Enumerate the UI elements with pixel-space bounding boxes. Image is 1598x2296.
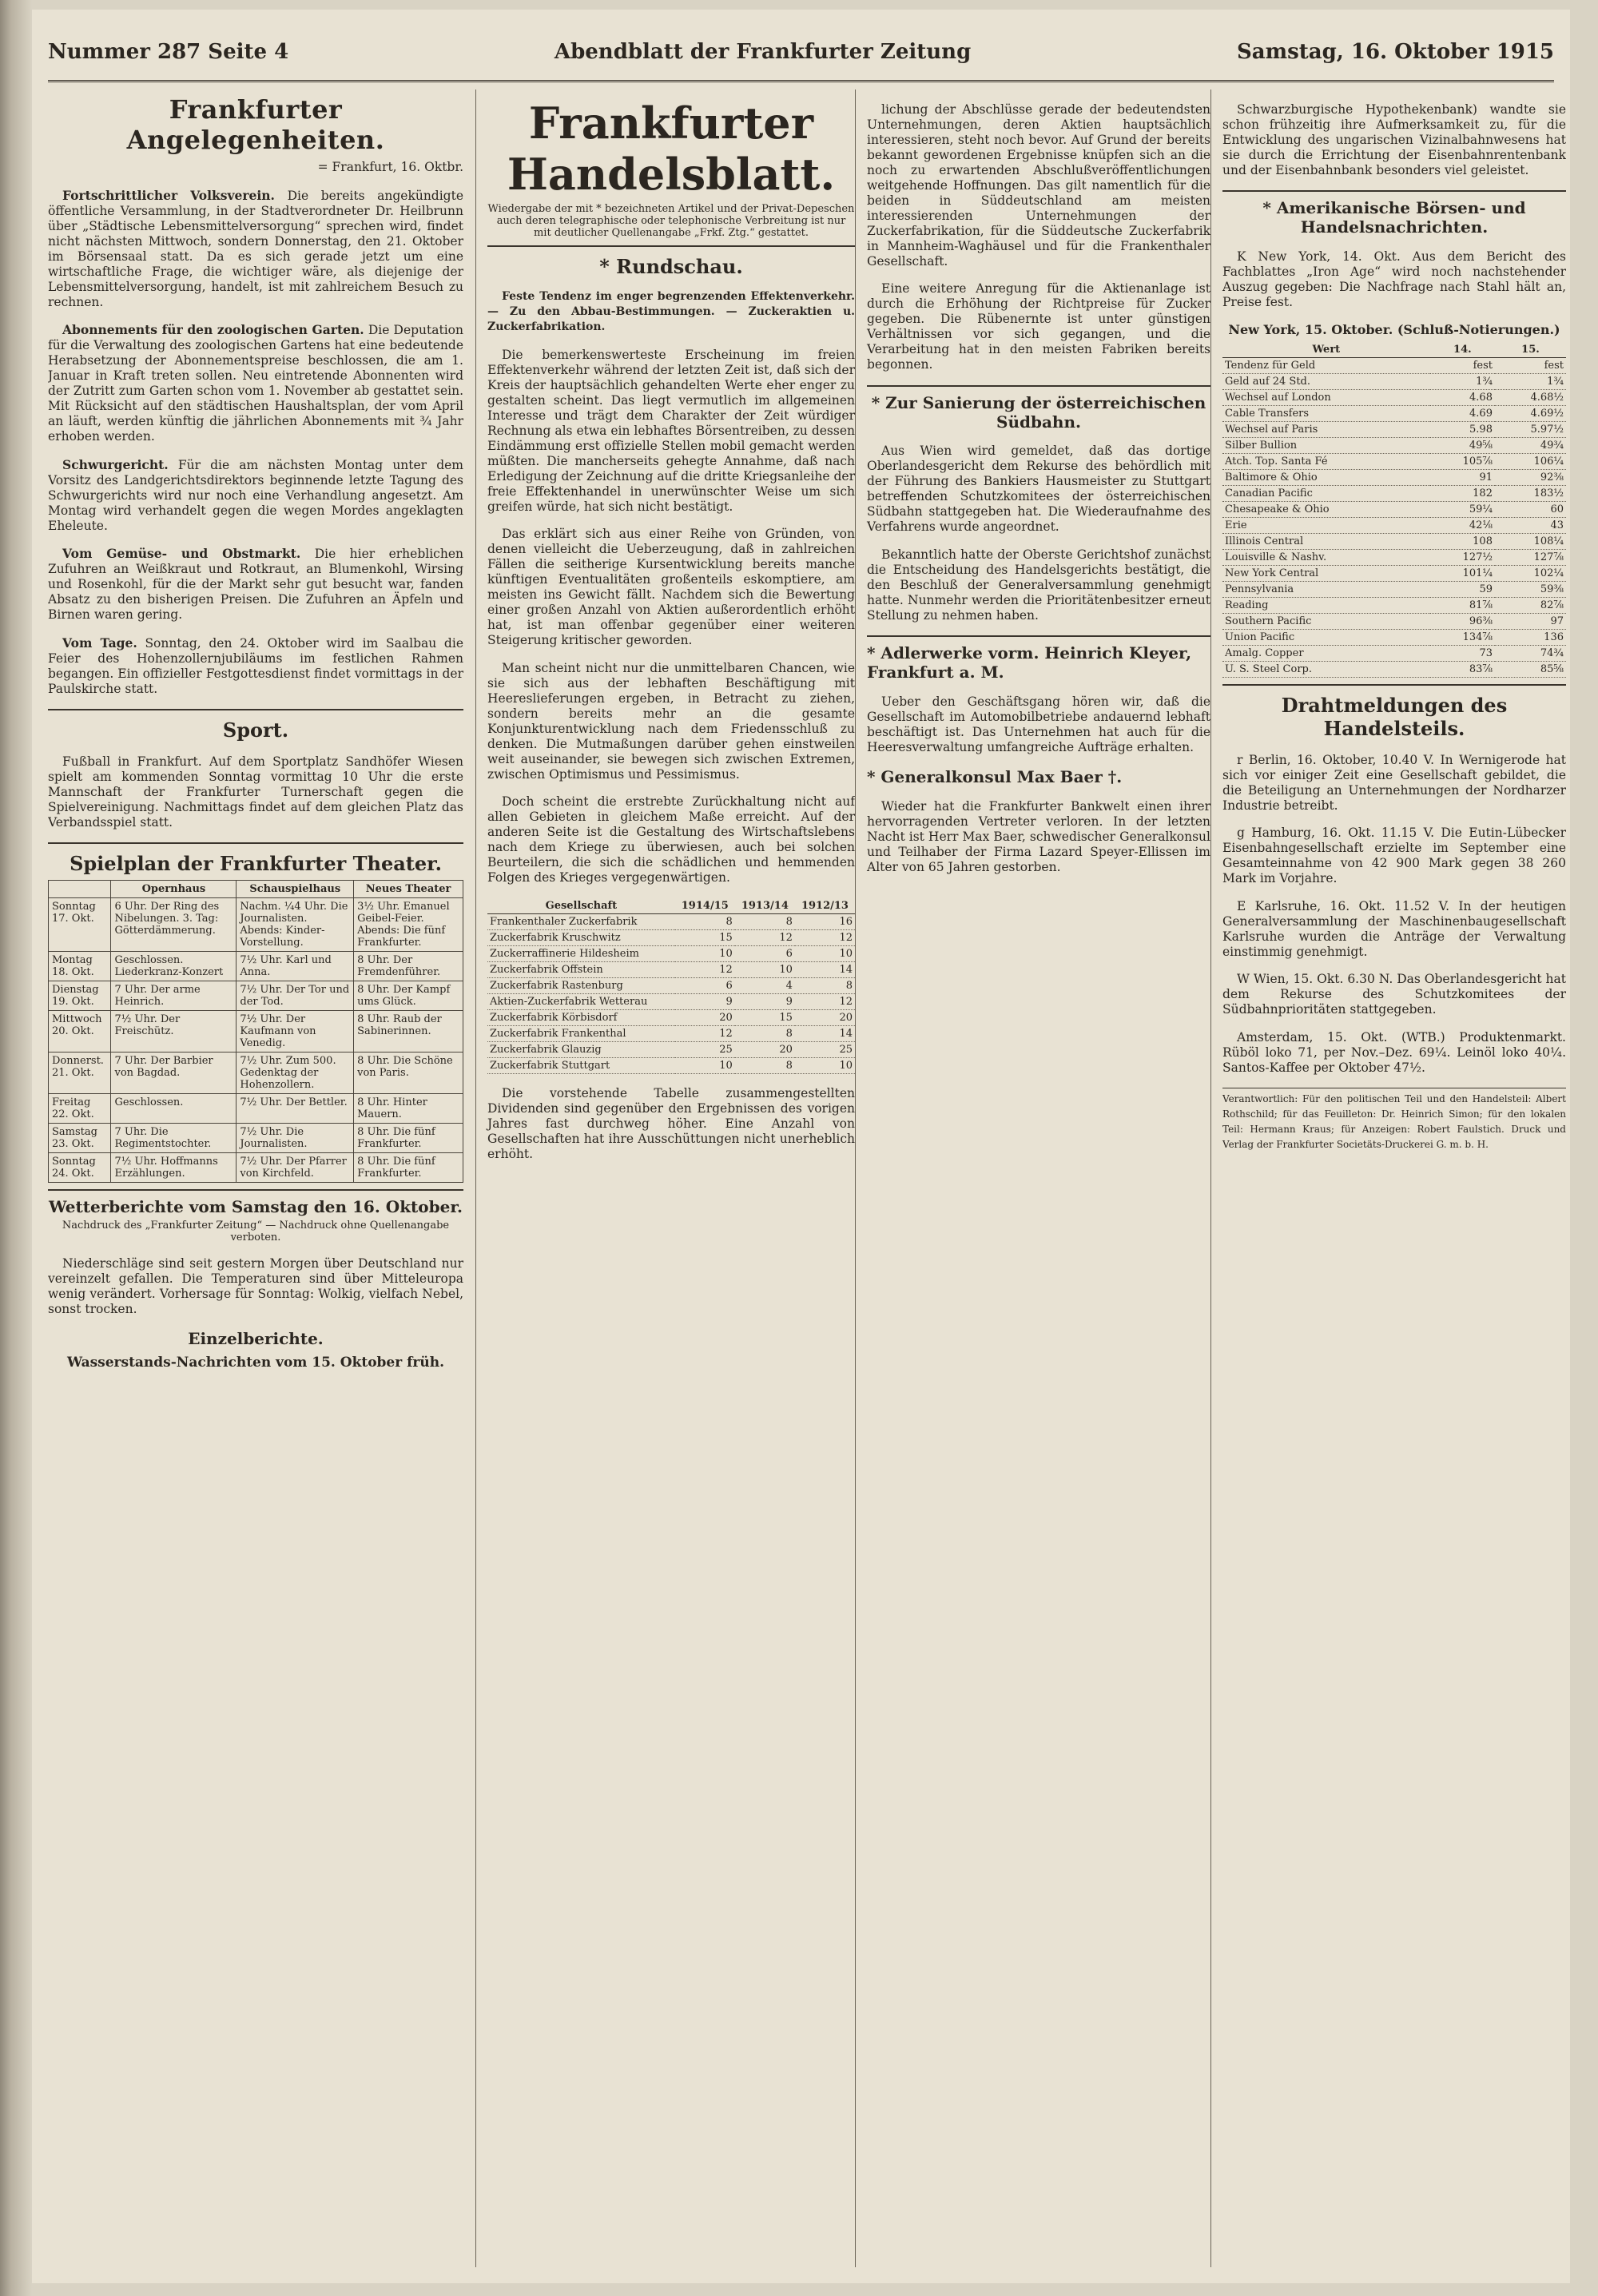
- table-row: [1222, 454, 1566, 470]
- dividend-value: 25: [675, 1041, 735, 1057]
- ny-stock-table: [1222, 342, 1566, 678]
- security-name: Illinois Central: [1222, 534, 1430, 550]
- dividend-value: 10: [675, 1057, 735, 1073]
- quote-value: 127⅞: [1495, 550, 1566, 566]
- security-name: Silber Bullion: [1222, 438, 1430, 454]
- table-row: [1222, 374, 1566, 390]
- article-body: Sonntag, den 24. Oktober wird im Saalbau die Feier des Hohenzollernjubiläums im festlichen Rahmen begangen. Ein offizieller Festgottesdienst findet vormittags in der Paulskirche statt.: [48, 635, 463, 696]
- weather-subtitle: Nachdruck des „Frankfurter Zeitung“ — Nachdruck ohne Quellenangabe verboten.: [62, 1220, 450, 1244]
- article-title-obituary: * Generalkonsul Max Baer †.: [867, 767, 1123, 786]
- quote-value: 4.68½: [1495, 390, 1566, 406]
- quote-value: 5.97½: [1495, 422, 1566, 438]
- column-business-news: [855, 90, 1210, 2267]
- dividend-value: 12: [795, 993, 855, 1009]
- dividend-value: 12: [675, 1025, 735, 1041]
- rundschau-paragraph: Das erklärt sich aus einer Reihe von Gründen, von denen vielleicht die Ueberzeugung, daß in zahlreichen Fällen die seitherige Kursentwicklung bereits manche künftigen Eventualitäten großenteils eskomptiere, am meisten ins Gewicht fällt. Nachdem sich die Bewertung einer großen Anzahl von Aktien außerordentlich erhöht hat, ist man offenbar gegenüber einer weiteren Steigerung kritischer geworden.: [487, 527, 855, 647]
- security-name: Wechsel auf Paris: [1222, 422, 1430, 438]
- divider: [48, 1189, 463, 1191]
- article-body: K New York, 14. Okt. Aus dem Bericht des Fachblattes „Iron Age“ wird noch nachstehender Auszug gegeben: Die Nachfrage nach Stahl hält an, Preise fest.: [1222, 249, 1566, 309]
- table-row: [49, 898, 463, 952]
- table-row: [487, 993, 855, 1009]
- section-title-weather: Wetterberichte vom Samstag den 16. Oktober.: [48, 1197, 463, 1216]
- theater-schedule-table: [48, 880, 463, 1183]
- quote-value: 108¼: [1495, 534, 1566, 550]
- table-header-cell: Neues Theater: [354, 881, 463, 898]
- table-row: [487, 1009, 855, 1025]
- article-heading: Fortschrittlicher Volksverein.: [62, 187, 275, 203]
- security-name: Wechsel auf London: [1222, 390, 1430, 406]
- table-header-cell: Schauspielhaus: [237, 881, 354, 898]
- wire-report: g Hamburg, 16. Okt. 11.15 V. Die Eutin-Lübecker Eisenbahngesellschaft erzielte im September eine Gesamteinnahme von 42 900 Mark gegen 38 260 Mark im Vorjahre.: [1222, 826, 1566, 885]
- table-row: [49, 1094, 463, 1124]
- quote-value: 49¾: [1495, 438, 1566, 454]
- table-row: [487, 977, 855, 993]
- table-row: [1222, 646, 1566, 662]
- table-row: [1222, 502, 1566, 518]
- rundschau-paragraph: Die bemerkenswerteste Erscheinung im freien Effektenverkehr während der letzten Zeit ist, daß sich der Kreis der hauptsächlich gehandelten Werte eher enger zu gestalten scheint. Das liegt vermutlich im allgemeinen Interesse und trägt dem Charakter der Zeit würdiger Rechnung als etwa ein lebhaftes Börsentreiben, zu dessen Eindämmung erst offizielle Stellen mobil gemacht werden müßten. Die mancherseits gehegte Annahme, daß nach Erledigung der Zeichnung auf die dritte Kriegsanleihe der freie Effektenhandel in unerwünschter Weise um sich greifen würde, hat sich nicht bestätigt.: [487, 347, 855, 514]
- reprint-notice: Wiedergabe der mit * bezeichneten Artikel und der Privat-Depeschen auch deren telegraphische oder telephonische Verbreitung ist nur mit deutlicher Quellenangabe „Frkf. Ztg.“ gestattet.: [487, 203, 855, 239]
- dividend-value: 12: [735, 929, 795, 945]
- table-row: [1222, 470, 1566, 486]
- security-name: Baltimore & Ohio: [1222, 470, 1430, 486]
- table-row: [1222, 550, 1566, 566]
- dividend-value: 6: [735, 945, 795, 961]
- quote-value: 1¾: [1495, 374, 1566, 390]
- schedule-schauspielhaus: 7½ Uhr. Die Journalisten.: [237, 1124, 354, 1153]
- schedule-opernhaus: 7 Uhr. Der Barbier von Bagdad.: [111, 1052, 237, 1094]
- quote-value: 4.69½: [1495, 406, 1566, 422]
- table-row: [49, 1011, 463, 1052]
- dividend-value: 8: [795, 977, 855, 993]
- ny-quotes-title: New York, 15. Oktober. (Schluß-Notierungen.): [1228, 322, 1560, 337]
- security-name: Tendenz für Geld: [1222, 358, 1430, 374]
- dividend-table: [487, 898, 855, 1074]
- article-body: Die bereits angekündigte öffentliche Versammlung, in der Stadtverordneter Dr. Heilbrunn über „Städtische Lebensmittelversorgung“ sprechen wird, findet nicht nächsten Mittwoch, sondern Donnerstag, den 21. Oktober im Börsensaal statt. Da es sich gerade jetzt um eine wirtschaftliche Frage, die wichtiger wäre, als diejenige der Lebensmittelversorgung, handelt, ist mit zahlreichem Besuch zu rechnen.: [48, 188, 463, 309]
- wire-report: r Berlin, 16. Oktober, 10.40 V. In Wernigerode hat sich vor einiger Zeit eine Gesellschaft gebildet, die die Beteiligung an Unternehmungen der Nordharzer Industrie betreibt.: [1222, 752, 1566, 813]
- article-title-suedbahn: * Zur Sanierung der österreichischen Südbahn.: [871, 392, 1206, 432]
- schedule-schauspielhaus: 7½ Uhr. Karl und Anna.: [237, 952, 354, 981]
- table-row: [1222, 422, 1566, 438]
- wire-report: W Wien, 15. Okt. 6.30 N. Das Oberlandesgericht hat dem Rekurse des Schutzkomitees der Südbahnprioritäten stattgegeben.: [1222, 972, 1566, 1017]
- table-row: [487, 945, 855, 961]
- security-name: Geld auf 24 Std.: [1222, 374, 1430, 390]
- schedule-opernhaus: 7½ Uhr. Hoffmanns Erzählungen.: [111, 1153, 237, 1183]
- quote-value: 59¼: [1430, 502, 1495, 518]
- security-name: Union Pacific: [1222, 630, 1430, 646]
- quote-value: 5.98: [1430, 422, 1495, 438]
- security-name: Atch. Top. Santa Fé: [1222, 454, 1430, 470]
- schedule-schauspielhaus: 7½ Uhr. Der Bettler.: [237, 1094, 354, 1124]
- table-header-cell: 1913/14: [735, 898, 795, 914]
- column-local-news: [48, 90, 463, 2267]
- quote-value: 4.69: [1430, 406, 1495, 422]
- table-row: [487, 961, 855, 977]
- dividend-value: 6: [675, 977, 735, 993]
- dividend-value: 10: [795, 945, 855, 961]
- article-continuation: lichung der Abschlüsse gerade der bedeutendsten Unternehmungen, deren Aktien hauptsächlich interessieren, steht noch bevor. Auf Grund der bereits bekannt gewordenen Ergebnisse knüpfen sich an die noch zu erwartenden Abschlußveröffentlichungen weitgehende Hoffnungen. Das gilt namentlich für die beiden in Süddeutschland am meisten interessierenden Unternehmungen der Zuckerfabrikation, für die Süddeutsche Zuckerfabrik in Mannheim-Waghäusel und für die Frankenthaler Gesellschaft.: [867, 101, 1210, 269]
- security-name: Southern Pacific: [1222, 614, 1430, 630]
- schedule-schauspielhaus: 7½ Uhr. Der Kaufmann von Venedig.: [237, 1011, 354, 1052]
- dividend-value: 12: [795, 929, 855, 945]
- table-header-cell: 1914/15: [675, 898, 735, 914]
- article-heading: Abonnements für den zoologischen Garten.: [62, 322, 364, 337]
- security-name: Pennsylvania: [1222, 582, 1430, 598]
- column-markets: [1210, 90, 1566, 2267]
- article-title-adlerwerke: * Adlerwerke vorm. Heinrich Kleyer, Frankfurt a. M.: [867, 643, 1192, 682]
- table-row: [1222, 662, 1566, 678]
- table-row: [1222, 358, 1566, 374]
- company-name: Frankenthaler Zuckerfabrik: [487, 913, 675, 929]
- newspaper-page: [32, 10, 1570, 2283]
- quote-value: 59: [1430, 582, 1495, 598]
- company-name: Zuckerraffinerie Hildesheim: [487, 945, 675, 961]
- schedule-day: Mittwoch 20. Okt.: [49, 1011, 111, 1052]
- quote-value: 92⅜: [1495, 470, 1566, 486]
- dividend-value: 8: [735, 913, 795, 929]
- dividend-value: 9: [675, 993, 735, 1009]
- dividend-value: 10: [795, 1057, 855, 1073]
- section-title-angelegenheiten: Frankfurter Angelegenheiten.: [126, 94, 385, 155]
- schedule-opernhaus: 7 Uhr. Der arme Heinrich.: [111, 981, 237, 1011]
- quote-value: 97: [1495, 614, 1566, 630]
- company-name: Zuckerfabrik Glauzig: [487, 1041, 675, 1057]
- dividend-value: 15: [675, 929, 735, 945]
- rundschau-lead: Feste Tendenz im enger begrenzenden Effektenverkehr. — Zu den Abbau-Bestimmungen. — Zuckeraktien u. Zuckerfabrikation.: [487, 290, 855, 333]
- table-header-cell: Gesellschaft: [487, 898, 675, 914]
- schedule-schauspielhaus: Nachm. ¼4 Uhr. Die Journalisten. Abends: Kinder-Vorstellung.: [237, 898, 354, 952]
- quote-value: 108: [1430, 534, 1495, 550]
- schedule-day: Montag 18. Okt.: [49, 952, 111, 981]
- table-row: [487, 1025, 855, 1041]
- table-row: [1222, 630, 1566, 646]
- table-row: [487, 1057, 855, 1073]
- schedule-opernhaus: 7½ Uhr. Der Freischütz.: [111, 1011, 237, 1052]
- quote-value: 136: [1495, 630, 1566, 646]
- schedule-neues-theater: 3½ Uhr. Emanuel Geibel-Feier. Abends: Die fünf Frankfurter.: [354, 898, 463, 952]
- quote-value: fest: [1430, 358, 1495, 374]
- table-row: [1222, 518, 1566, 534]
- table-row: [1222, 486, 1566, 502]
- quote-value: 127½: [1430, 550, 1495, 566]
- schedule-neues-theater: 8 Uhr. Hinter Mauern.: [354, 1094, 463, 1124]
- schedule-day: Freitag 22. Okt.: [49, 1094, 111, 1124]
- company-name: Zuckerfabrik Kruschwitz: [487, 929, 675, 945]
- quote-value: 96⅜: [1430, 614, 1495, 630]
- table-row: [487, 929, 855, 945]
- imprint: Verantwortlich: Für den politischen Teil und den Handelsteil: Albert Rothschild; für das Feuilleton: Dr. Heinrich Simon; für den lokalen Teil: Hermann Kraus; für Anzeigen: Robert Faulstich. Druck und Verlag der Frankfurter Societäts-Druckerei G. m. b. H.: [1222, 1088, 1566, 1152]
- dividend-value: 8: [675, 913, 735, 929]
- schedule-opernhaus: Geschlossen.: [111, 1094, 237, 1124]
- article-body: Die hier erheblichen Zufuhren an Weißkraut und Rotkraut, an Blumenkohl, Wirsing und Rosenkohl, für die der Markt sehr gut besucht war, fanden Absatz zu den bisherigen Preisen. Die Zufuhren an Äpfeln und Birnen waren gering.: [48, 547, 463, 622]
- dividend-value: 16: [795, 913, 855, 929]
- quote-value: 43: [1495, 518, 1566, 534]
- wire-report: E Karlsruhe, 16. Okt. 11.52 V. In der heutigen Generalversammlung der Maschinenbaugesellschaft Karlsruhe wurden die Anträge der Verwaltung einstimmig genehmigt.: [1222, 898, 1566, 959]
- dividend-value: 4: [735, 977, 795, 993]
- security-name: Erie: [1222, 518, 1430, 534]
- table-header-cell: 15.: [1495, 342, 1566, 358]
- schedule-day: Sonntag 17. Okt.: [49, 898, 111, 952]
- article-zoo: [48, 322, 463, 444]
- quote-value: 182: [1430, 486, 1495, 502]
- schedule-neues-theater: 8 Uhr. Der Kampf ums Glück.: [354, 981, 463, 1011]
- table-row: [1222, 534, 1566, 550]
- table-row: [49, 1124, 463, 1153]
- company-name: Zuckerfabrik Körbisdorf: [487, 1009, 675, 1025]
- weather-details-title: Einzelberichte.: [188, 1329, 324, 1348]
- quote-value: 105⅞: [1430, 454, 1495, 470]
- section-title-handelsblatt: Frankfurter Handelsblatt.: [507, 97, 836, 200]
- schedule-opernhaus: 6 Uhr. Der Ring des Nibelungen. 3. Tag: Götterdämmerung.: [111, 898, 237, 952]
- schedule-day: Sonntag 24. Okt.: [49, 1153, 111, 1183]
- table-row: [49, 981, 463, 1011]
- article-continuation: Schwarzburgische Hypothekenbank) wandte sie schon frühzeitig ihre Aufmerksamkeit zu, für die Entwicklung des ungarischen Vizinalbahnwesens hat sie durch die Errichtung der Eisenbahnrentenbank und der Eisenbahnbank besonders viel geleistet.: [1222, 101, 1566, 177]
- schedule-day: Dienstag 19. Okt.: [49, 981, 111, 1011]
- header-masthead: Abendblatt der Frankfurter Zeitung: [554, 40, 972, 64]
- table-row: [487, 1041, 855, 1057]
- security-name: Cable Transfers: [1222, 406, 1430, 422]
- divider: [48, 842, 463, 844]
- company-name: Zuckerfabrik Frankenthal: [487, 1025, 675, 1041]
- quote-value: 102¼: [1495, 566, 1566, 582]
- article-vom-tage: [48, 635, 463, 697]
- dividend-value: 20: [735, 1041, 795, 1057]
- company-name: Aktien-Zuckerfabrik Wetterau: [487, 993, 675, 1009]
- company-name: Zuckerfabrik Offstein: [487, 961, 675, 977]
- dividend-value: 25: [795, 1041, 855, 1057]
- section-title-sport: Sport.: [222, 718, 289, 742]
- article-body: Aus Wien wird gemeldet, daß das dortige Oberlandesgericht dem Rekurse des behördlich mit der Führung des Bankiers Hausmeister zu Stuttgart betreffenden Schutzkomitees der österreichischen Südbahn stattgegeben hat. Die Wiederaufnahme des Verfahrens wurde angeordnet.: [867, 444, 1210, 534]
- dividend-value: 10: [735, 961, 795, 977]
- table-row: [1222, 598, 1566, 614]
- table-header-cell: Wert: [1222, 342, 1430, 358]
- quote-value: 134⅞: [1430, 630, 1495, 646]
- quote-value: 83⅞: [1430, 662, 1495, 678]
- article-heading: Schwurgericht.: [62, 456, 169, 472]
- page-binding-shadow: [0, 0, 32, 2296]
- dividend-value: 12: [675, 961, 735, 977]
- quote-value: 59⅜: [1495, 582, 1566, 598]
- dividend-value: 15: [735, 1009, 795, 1025]
- quote-value: 73: [1430, 646, 1495, 662]
- divider: [1222, 684, 1566, 686]
- article-body: Für die am nächsten Montag unter dem Vorsitz des Landgerichtsdirektors beginnende letzte Tagung des Schwurgerichts wird nur noch eine Verhandlung angesetzt. Am Montag wird verhandelt gegen die wegen Mordes angeklagten Eheleute.: [48, 457, 463, 533]
- header-date: Samstag, 16. Oktober 1915: [1236, 40, 1554, 64]
- header-issue: Nummer 287 Seite 4: [48, 40, 289, 64]
- wire-report: Amsterdam, 15. Okt. (WTB.) Produktenmarkt. Rüböl loko 71, per Nov.–Dez. 69¼. Leinöl loko 40¼. Santos-Kaffee per Oktober 47½.: [1222, 1029, 1566, 1075]
- schedule-neues-theater: 8 Uhr. Der Fremdenführer.: [354, 952, 463, 981]
- schedule-opernhaus: Geschlossen. Liederkranz-Konzert: [111, 952, 237, 981]
- article-body: Ueber den Geschäftsgang hören wir, daß die Gesellschaft im Automobilbetriebe andauernd lebhaft beschäftigt ist. Das Unternehmen hat auch für die Heeresverwaltung umfangreiche Aufträge erhalten.: [867, 694, 1210, 754]
- schedule-neues-theater: 8 Uhr. Die Schöne von Paris.: [354, 1052, 463, 1094]
- table-row: [1222, 390, 1566, 406]
- table-header-cell: 14.: [1430, 342, 1495, 358]
- quote-value: 81⅞: [1430, 598, 1495, 614]
- table-row: [1222, 438, 1566, 454]
- table-header-cell: Opernhaus: [111, 881, 237, 898]
- quote-value: 183½: [1495, 486, 1566, 502]
- divider: [867, 635, 1210, 637]
- quote-value: 60: [1495, 502, 1566, 518]
- quote-value: 74¾: [1495, 646, 1566, 662]
- article-body: Bekanntlich hatte der Oberste Gerichtshof zunächst die Entscheidung des Handelsgerichts bestätigt, die den Beschluß der Generalversammlung genehmigt hatte. Nunmehr werden die Prioritätenbesitzer erneut Stellung zu nehmen haben.: [867, 547, 1210, 623]
- dividend-value: 8: [735, 1025, 795, 1041]
- table-row: [487, 913, 855, 929]
- schedule-day: Samstag 23. Okt.: [49, 1124, 111, 1153]
- table-row: [1222, 566, 1566, 582]
- table-row: [1222, 406, 1566, 422]
- dividend-value: 10: [675, 945, 735, 961]
- section-title-theater: Spielplan der Frankfurter Theater.: [70, 852, 442, 875]
- security-name: Louisville & Nashv.: [1222, 550, 1430, 566]
- dividend-value: 14: [795, 1025, 855, 1041]
- table-row: [49, 1052, 463, 1094]
- article-body: Die Deputation für die Verwaltung des zoologischen Gartens hat eine bedeutende Herabsetzung der Abonnementspreise beschlossen, die am 1. Januar in Kraft treten sollen. Neu eintretende Abonnenten wird der Zutritt zum Garten schon vom 1. November ab gestattet sein. Mit Rücksicht auf den städtischen Haushaltsplan, der vom April an läuft, werden künftig die jährlichen Abonnements mit ¾ Jahr erhoben werden.: [48, 323, 463, 444]
- rundschau-paragraph: Die vorstehende Tabelle zusammengestellten Dividenden sind gegenüber den Ergebnissen des vorigen Jahres fast durchweg höher. Eine Anzahl von Gesellschaften hat ihre Ausschüttungen nicht unerheblich erhöht.: [487, 1086, 855, 1161]
- table-header-cell: 1912/13: [795, 898, 855, 914]
- quote-value: 106¼: [1495, 454, 1566, 470]
- quote-value: fest: [1495, 358, 1566, 374]
- weather-report: Niederschläge sind seit gestern Morgen über Deutschland nur vereinzelt gefallen. Die Temperaturen sind über Mitteleuropa wenig verändert. Vorhersage für Sonntag: Wolkig, vielfach Nebel, sonst trocken.: [48, 1255, 463, 1316]
- schedule-schauspielhaus: 7½ Uhr. Zum 500. Gedenktag der Hohenzollern.: [237, 1052, 354, 1094]
- dividend-value: 8: [735, 1057, 795, 1073]
- security-name: Chesapeake & Ohio: [1222, 502, 1430, 518]
- table-row: [49, 952, 463, 981]
- section-title-drahtmeldungen: Drahtmeldungen des Handelsteils.: [1281, 694, 1508, 740]
- dividend-value: 9: [735, 993, 795, 1009]
- section-title-american: * Amerikanische Börsen- und Handelsnachrichten.: [1262, 198, 1526, 237]
- quote-value: 49⅝: [1430, 438, 1495, 454]
- article-schwurgericht: [48, 457, 463, 534]
- company-name: Zuckerfabrik Rastenburg: [487, 977, 675, 993]
- table-header-cell: [49, 881, 111, 898]
- divider: [1222, 190, 1566, 192]
- dividend-value: 20: [675, 1009, 735, 1025]
- quote-value: 42⅛: [1430, 518, 1495, 534]
- quote-value: 4.68: [1430, 390, 1495, 406]
- table-row: [49, 1153, 463, 1183]
- rundschau-paragraph: Doch scheint die erstrebte Zurückhaltung nicht auf allen Gebieten in gleichem Maße erreicht. Auf der anderen Seite ist die Gestaltung des Wirtschaftslebens nach dem Kriege zu überwiesen, auch bei solchen Beurteilern, die sich die schädlichen und hemmenden Folgen des Krieges vergegenwärtigen.: [487, 794, 855, 885]
- security-name: U. S. Steel Corp.: [1222, 662, 1430, 678]
- quote-value: 91: [1430, 470, 1495, 486]
- table-row: [1222, 614, 1566, 630]
- quote-value: 85⅝: [1495, 662, 1566, 678]
- dateline: = Frankfurt, 16. Oktbr.: [317, 160, 463, 174]
- security-name: Reading: [1222, 598, 1430, 614]
- article-body: Wieder hat die Frankfurter Bankwelt einen ihrer hervorragenden Vertreter verloren. In der letzten Nacht ist Herr Max Baer, schwedischer Generalkonsul und Teilhaber der Firma Lazard Speyer-Ellissen im Alter von 65 Jahren gestorben.: [867, 798, 1210, 874]
- rundschau-title: * Rundschau.: [599, 255, 743, 278]
- table-row: [1222, 582, 1566, 598]
- dividend-value: 20: [795, 1009, 855, 1025]
- schedule-neues-theater: 8 Uhr. Raub der Sabinerinnen.: [354, 1011, 463, 1052]
- divider: [867, 385, 1210, 387]
- security-name: New York Central: [1222, 566, 1430, 582]
- article-markt: [48, 546, 463, 623]
- article-sport: Fußball in Frankfurt. Auf dem Sportplatz Sandhöfer Wiesen spielt am kommenden Sonntag vormittag 10 Uhr die erste Mannschaft der Frankfurter Turnerschaft gegen die Spielvereinigung. Nachmittags findet auf dem gleichen Platz das Verbandsspiel statt.: [48, 754, 463, 830]
- schedule-neues-theater: 8 Uhr. Die fünf Frankfurter.: [354, 1153, 463, 1183]
- divider: [487, 245, 855, 247]
- dividend-value: 14: [795, 961, 855, 977]
- water-levels-title: Wasserstands-Nachrichten vom 15. Oktober früh.: [66, 1355, 445, 1371]
- divider: [48, 709, 463, 710]
- company-name: Zuckerfabrik Stuttgart: [487, 1057, 675, 1073]
- article-heading: Vom Gemüse- und Obstmarkt.: [62, 546, 301, 561]
- schedule-schauspielhaus: 7½ Uhr. Der Tor und der Tod.: [237, 981, 354, 1011]
- quote-value: 101¼: [1430, 566, 1495, 582]
- article-continuation: Eine weitere Anregung für die Aktienanlage ist durch die Erhöhung der Richtpreise für Zucker gegeben. Die Rübenernte ist unter günstigen Verhältnissen vor sich gegangen, und die Verarbeitung hat in den meisten Fabriken bereits begonnen.: [867, 281, 1210, 372]
- schedule-neues-theater: 8 Uhr. Die fünf Frankfurter.: [354, 1124, 463, 1153]
- quote-value: 1¾: [1430, 374, 1495, 390]
- security-name: Amalg. Copper: [1222, 646, 1430, 662]
- article-heading: Vom Tage.: [62, 635, 137, 651]
- rundschau-paragraph: Man scheint nicht nur die unmittelbaren Chancen, wie sie sich aus der lebhaften Beschäftigung mit Heereslieferungen ergeben, in Betracht zu ziehen, sondern bereits mehr an die gesamte Konjunkturentwicklung nach dem Friedensschluß zu denken. Die Mutmaßungen darüber gehen einstweilen weit auseinander, sie bewegen sich zwischen Extremen, zwischen Optimismus und Pessimismus.: [487, 660, 855, 782]
- column-handelsblatt: [475, 90, 855, 2267]
- schedule-day: Donnerst. 21. Okt.: [49, 1052, 111, 1094]
- schedule-schauspielhaus: 7½ Uhr. Der Pfarrer von Kirchfeld.: [237, 1153, 354, 1183]
- page-header: [48, 24, 1554, 82]
- quote-value: 82⅞: [1495, 598, 1566, 614]
- article-volksverein: [48, 188, 463, 310]
- security-name: Canadian Pacific: [1222, 486, 1430, 502]
- schedule-opernhaus: 7 Uhr. Die Regimentstochter.: [111, 1124, 237, 1153]
